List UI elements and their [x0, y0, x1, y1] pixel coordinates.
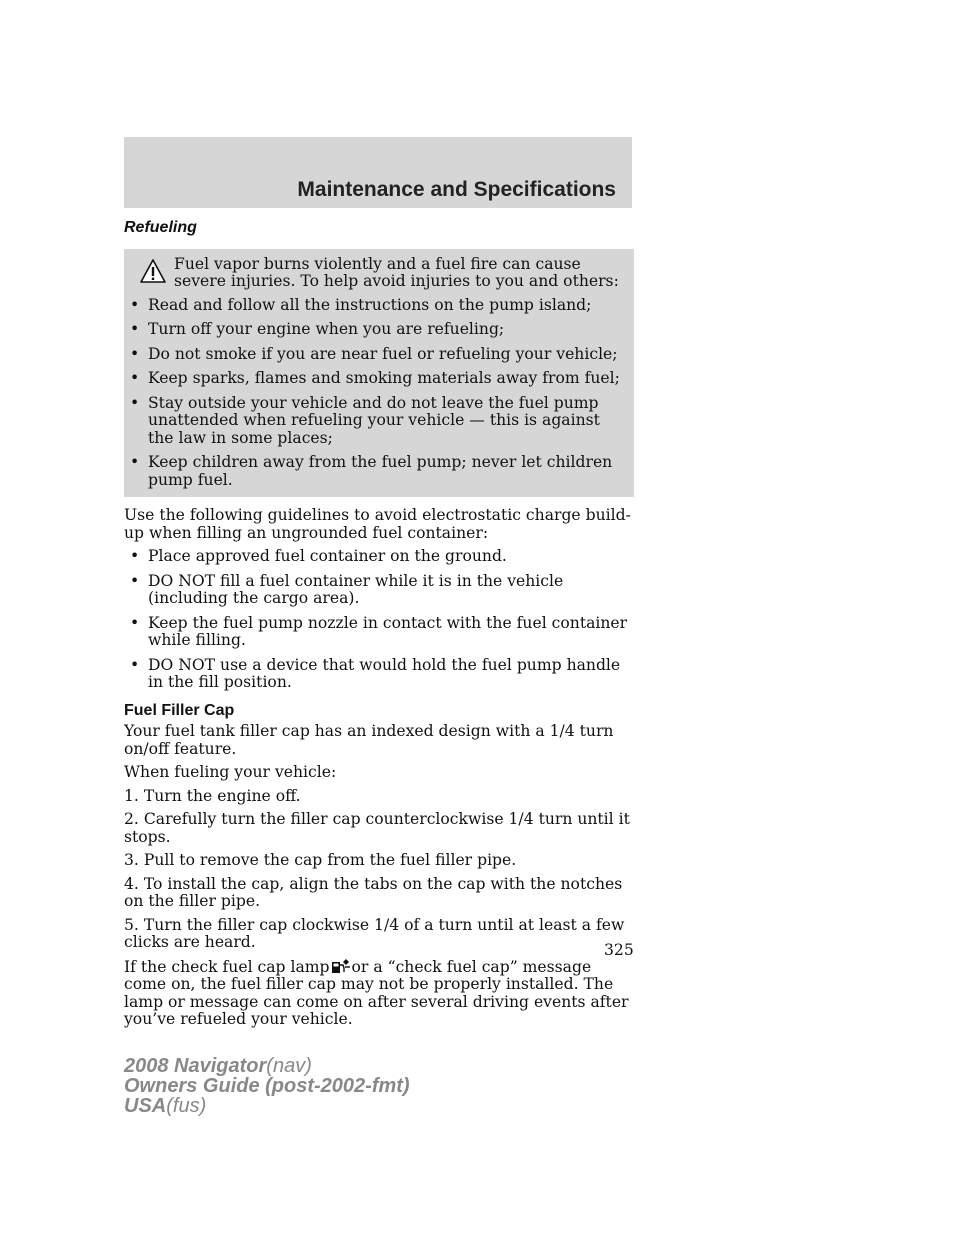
footer-model-code: (nav)	[266, 1055, 312, 1077]
warning-intro: Fuel vapor burns violently and a fuel fire can cause severe injuries. To help avoid injuries to you and others:	[174, 254, 619, 290]
filler-cap-intro: Your fuel tank filler cap has an indexed design with a 1/4 turn on/off feature.	[124, 722, 614, 758]
page-content	[124, 219, 634, 1035]
footer-guide: Owners Guide (post-2002-fmt)	[124, 1075, 410, 1097]
warning-triangle-icon	[140, 259, 166, 283]
footer-line-2	[124, 1076, 410, 1096]
lamp-text-before: If the check fuel cap lamp	[124, 957, 330, 976]
when-fueling-text: When fueling your vehicle:	[124, 763, 337, 781]
step-item: 5. Turn the filler cap clockwise 1/4 of a turn until at least a few clicks are heard.	[124, 915, 625, 951]
warning-item: • Keep sparks, flames and smoking materials away from fuel;	[124, 370, 628, 388]
page-number: 325	[604, 941, 634, 959]
footer-market: USA	[124, 1095, 167, 1117]
warning-item: • Read and follow all the instructions on the pump island;	[124, 297, 628, 315]
section-header-band	[124, 137, 632, 208]
fuel-filler-cap-heading: Fuel Filler Cap	[124, 701, 235, 719]
refueling-heading: Refueling	[124, 219, 197, 236]
warning-item: • Turn off your engine when you are refueling;	[124, 321, 628, 339]
footer	[124, 1056, 410, 1116]
footer-line-3	[124, 1096, 410, 1116]
step-item: 1. Turn the engine off.	[124, 786, 301, 805]
warning-item: • Stay outside your vehicle and do not leave the fuel pump unattended when refueling your vehicle — this is against the law in some places;	[124, 395, 628, 448]
section-title: Maintenance and Specifications	[297, 178, 616, 201]
lamp-text-after: or a “check fuel cap” message come on, the fuel filler cap may not be properly installed. The lamp or message can come on after several driving events after you’ve refueled your vehicle.	[124, 957, 629, 1028]
footer-line-1	[124, 1056, 410, 1076]
footer-market-code: (fus)	[166, 1095, 207, 1117]
footer-model: 2008 Navigator	[124, 1055, 267, 1077]
warning-box	[124, 249, 634, 498]
step-item: 4. To install the cap, align the tabs on the cap with the notches on the filler pipe.	[124, 874, 623, 910]
step-item: 2. Carefully turn the filler cap counterclockwise 1/4 turn until it stops.	[124, 810, 630, 846]
guidelines-intro: Use the following guidelines to avoid electrostatic charge build-up when filling an ungrounded fuel container:	[124, 506, 631, 542]
check-fuel-cap-paragraph	[124, 958, 634, 1029]
guideline-item: • DO NOT use a device that would hold the fuel pump handle in the fill position.	[124, 657, 634, 692]
warning-item: • Do not smoke if you are near fuel or refueling your vehicle;	[124, 346, 628, 364]
guideline-item: • Place approved fuel container on the ground.	[124, 548, 634, 566]
warning-item: • Keep children away from the fuel pump; never let children pump fuel.	[124, 454, 628, 489]
check-fuel-cap-icon	[331, 958, 351, 974]
guideline-item: • DO NOT fill a fuel container while it is in the vehicle (including the cargo area).	[124, 573, 634, 608]
step-item: 3. Pull to remove the cap from the fuel filler pipe.	[124, 851, 517, 869]
guideline-item: • Keep the fuel pump nozzle in contact with the fuel container while filling.	[124, 615, 634, 650]
